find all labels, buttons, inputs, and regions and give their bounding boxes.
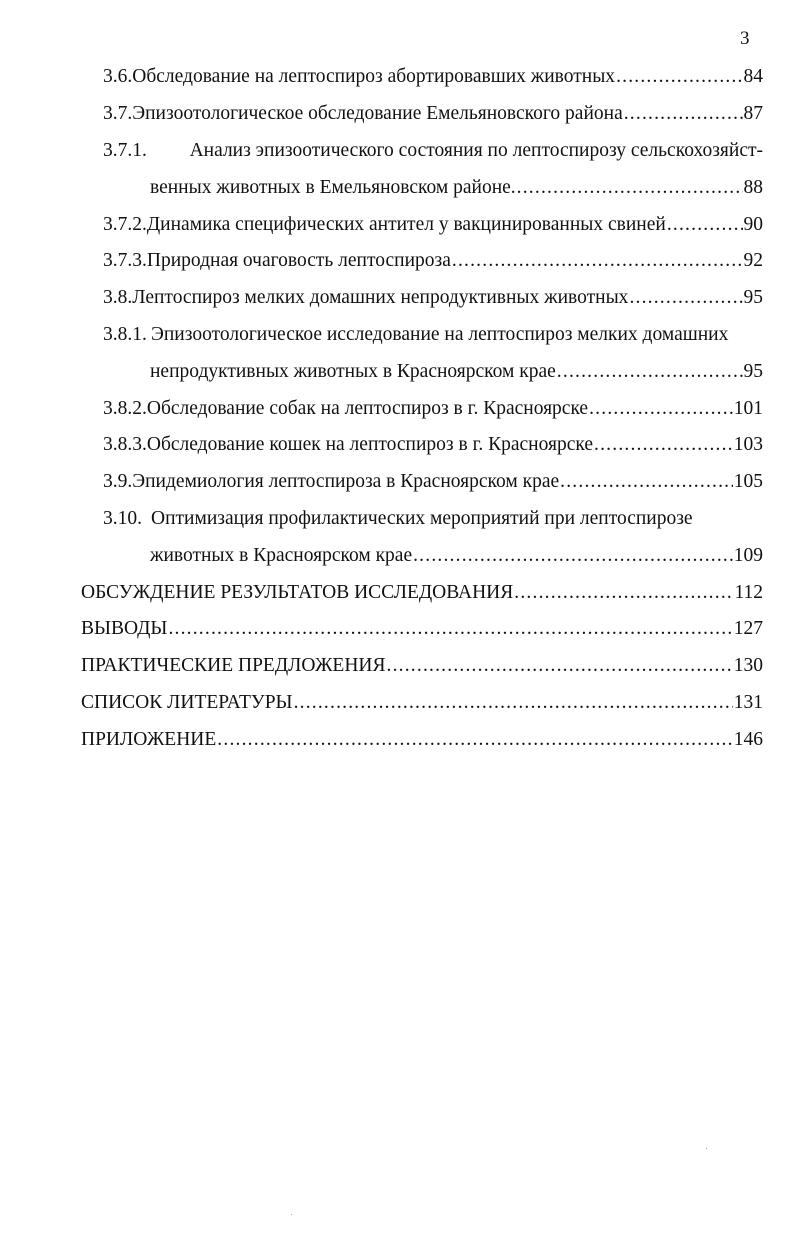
- toc-entry-page: 88: [743, 176, 763, 198]
- toc-entry-3-8-3[interactable]: [0, 427, 794, 464]
- toc-entry-title: Обследование собак на лептоспироз в г. Красноярске: [146, 397, 589, 419]
- toc-entry-title-line2: животных в Красноярском крае: [150, 544, 413, 566]
- toc-entry-title: Лептоспироз мелких домашних непродуктивных животных: [132, 287, 629, 309]
- toc-entry-title: СПИСОК ЛИТЕРАТУРЫ: [81, 691, 293, 713]
- toc-entry-number: 3.10.: [103, 507, 142, 529]
- toc-entry-3-6[interactable]: [0, 59, 794, 96]
- toc-entry-page: 87: [743, 103, 763, 125]
- toc-entry-page: 95: [743, 287, 763, 309]
- toc-entry-number: 3.8.1.: [103, 323, 147, 345]
- toc-entry-number: 3.8.: [103, 287, 133, 309]
- toc-entry-3-7-3[interactable]: [0, 243, 794, 280]
- toc-entry-3-8-1[interactable]: [0, 317, 794, 391]
- toc-entry-number: 3.8.3.: [103, 434, 147, 456]
- toc-entry-number: 3.7.: [103, 103, 133, 125]
- toc-entry-page: 130: [733, 655, 763, 677]
- toc-entry-practical-proposals[interactable]: [0, 648, 794, 685]
- dot-leader: [514, 582, 733, 604]
- toc-entry-page: 92: [743, 250, 763, 272]
- toc-entry-number: 3.7.1.: [103, 139, 147, 161]
- toc-entry-page: 105: [733, 471, 763, 493]
- toc-entry-title: Эпидемиология лептоспироза в Красноярском крае: [132, 471, 560, 493]
- toc-entry-title: ПРИЛОЖЕНИЕ: [81, 728, 217, 750]
- toc-entry-3-9[interactable]: [0, 464, 794, 501]
- dot-leader: [557, 361, 743, 383]
- toc-entry-page: 127: [733, 618, 763, 640]
- dot-leader: [452, 250, 743, 272]
- toc-entry-title: Природная очаговость лептоспироза: [146, 250, 451, 272]
- toc-entry-title: ВЫВОДЫ: [81, 618, 168, 640]
- dot-leader: [624, 103, 743, 125]
- toc-entry-page: 101: [733, 397, 763, 419]
- toc-entry-3-7[interactable]: [0, 96, 794, 133]
- scan-speck: [291, 1214, 292, 1215]
- toc-entry-3-7-1[interactable]: [0, 133, 794, 207]
- toc-entry-title-line1: Оптимизация профилактических мероприятий при лептоспирозе: [151, 507, 693, 529]
- toc-entry-title: Обследование на лептоспироз абортировавших животных: [132, 66, 616, 88]
- dot-leader: [294, 692, 733, 714]
- dot-leader: [387, 655, 733, 677]
- toc-entry-number: 3.9.: [103, 471, 133, 493]
- toc-entry-page: 109: [733, 544, 763, 566]
- dot-leader: [413, 545, 733, 567]
- dot-leader: [594, 434, 733, 456]
- toc-entry-title: Обследование кошек на лептоспироз в г. Красноярске: [146, 434, 594, 456]
- toc-entry-page: 103: [733, 434, 763, 456]
- toc-entry-page: 84: [743, 66, 763, 88]
- toc-entry-title: Динамика специфических антител у вакцинированных свиней: [146, 213, 666, 235]
- toc-entry-3-8[interactable]: [0, 280, 794, 317]
- page-number: 3: [740, 28, 750, 49]
- dot-leader: [517, 177, 743, 199]
- table-of-contents: [0, 59, 794, 758]
- dot-leader: [667, 214, 743, 236]
- toc-entry-number: 3.7.3.: [103, 250, 147, 272]
- toc-entry-number: 3.6.: [103, 66, 133, 88]
- toc-entry-number: 3.7.2.: [103, 213, 147, 235]
- dot-leader: [589, 398, 733, 420]
- toc-entry-title-line1: Эпизоотологическое исследование на лептоспироз мелких домашних: [151, 323, 729, 345]
- toc-entry-title: ОБСУЖДЕНИЕ РЕЗУЛЬТАТОВ ИССЛЕДОВАНИЯ: [81, 581, 514, 603]
- toc-entry-number: 3.8.2.: [103, 397, 147, 419]
- dot-leader: [616, 66, 742, 88]
- toc-entry-appendix[interactable]: [0, 721, 794, 758]
- toc-entry-3-8-2[interactable]: [0, 390, 794, 427]
- toc-entry-page: 146: [733, 728, 763, 750]
- dot-leader: [168, 618, 732, 640]
- toc-entry-title-line2: венных животных в Емельяновском районе.: [150, 176, 516, 198]
- toc-entry-references[interactable]: [0, 685, 794, 722]
- dot-leader: [217, 729, 732, 751]
- toc-entry-page: 112: [734, 581, 763, 603]
- toc-entry-page: 131: [733, 691, 763, 713]
- dot-leader: [629, 287, 742, 309]
- toc-entry-discussion[interactable]: [0, 574, 794, 611]
- scan-speck: [706, 1148, 707, 1149]
- toc-entry-title: ПРАКТИЧЕСКИЕ ПРЕДЛОЖЕНИЯ: [81, 655, 386, 677]
- toc-entry-conclusions[interactable]: [0, 611, 794, 648]
- toc-entry-title: Эпизоотологическое обследование Емельяновского района: [132, 103, 623, 125]
- toc-entry-title-line1: Анализ эпизоотического состояния по лептоспирозу сельскохозяйст-: [189, 139, 763, 161]
- toc-entry-3-7-2[interactable]: [0, 206, 794, 243]
- toc-entry-page: 90: [743, 213, 763, 235]
- toc-entry-page: 95: [743, 360, 763, 382]
- toc-entry-title-line2: непродуктивных животных в Красноярском крае: [150, 360, 556, 382]
- toc-entry-3-10[interactable]: [0, 501, 794, 575]
- dot-leader: [560, 471, 733, 493]
